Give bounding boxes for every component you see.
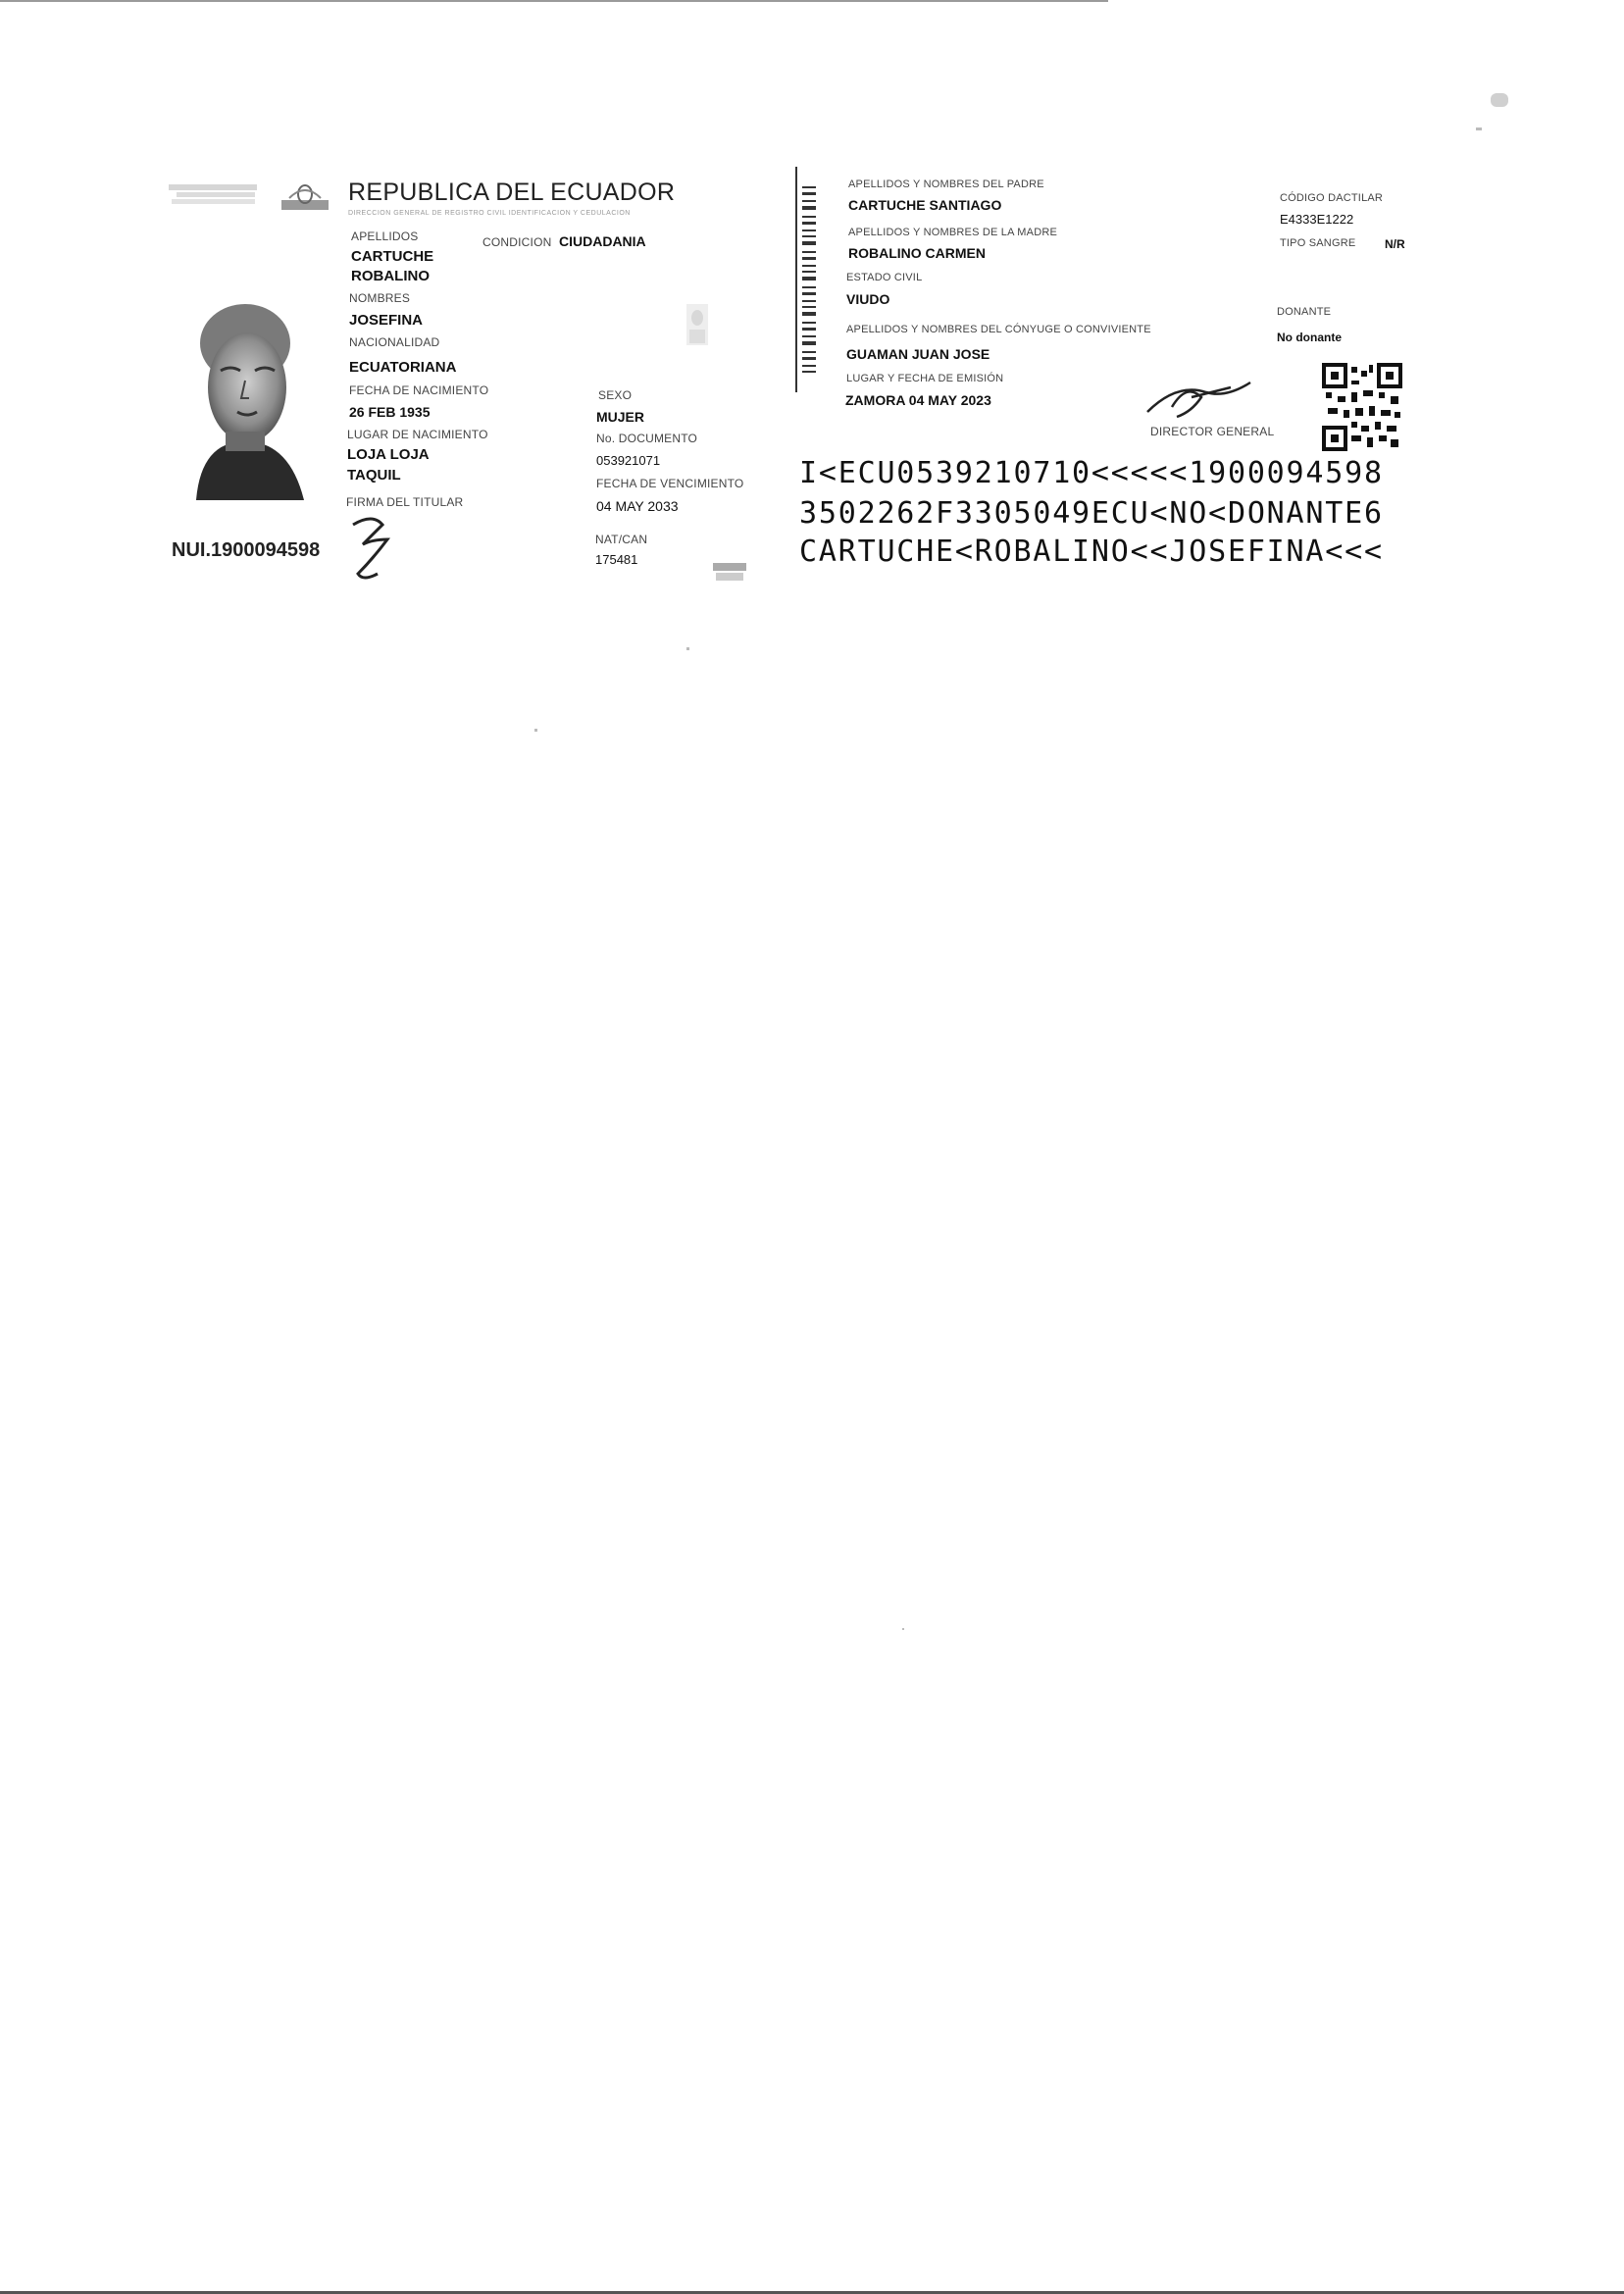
portrait-photo [167,294,324,500]
nombres-value: JOSEFINA [349,312,424,329]
fecha-vencimiento-label: FECHA DE VENCIMIENTO [596,477,744,490]
scan-speckle [686,647,689,650]
lugar-nacimiento-label: LUGAR DE NACIMIENTO [347,428,488,441]
director-signature [1142,368,1260,427]
faded-logo-icon [167,177,265,216]
apellido-2: ROBALINO [351,268,430,284]
donante-value: No donante [1277,331,1342,344]
sexo-label: SEXO [598,388,633,402]
tipo-sangre-label: TIPO SANGRE [1280,237,1356,249]
ghost-image-icon [685,302,710,347]
scan-speckle [1491,93,1508,107]
donante-label: DONANTE [1277,306,1332,318]
padre-label: APELLIDOS Y NOMBRES DEL PADRE [848,178,1044,190]
conyuge-value: GUAMAN JUAN JOSE [846,346,990,362]
mrz-line-2: 3502262F3305049ECU<NO<DONANTE6 [799,496,1384,531]
hologram-icon [711,559,750,585]
vertical-barcode [794,167,818,392]
condicion-value: CIUDADANIA [559,233,646,249]
condicion-label: CONDICION [482,235,552,249]
madre-label: APELLIDOS Y NOMBRES DE LA MADRE [848,227,1058,238]
codigo-dactilar-label: CÓDIGO DACTILAR [1280,192,1384,204]
signature-scribble [343,510,402,588]
nat-can-label: NAT/CAN [595,533,648,546]
estado-civil-value: VIUDO [846,291,890,307]
fecha-vencimiento-value: 04 MAY 2033 [596,498,679,514]
nacionalidad-value: ECUATORIANA [349,359,457,376]
nombres-label: NOMBRES [349,291,411,305]
no-documento-value: 053921071 [596,453,661,468]
director-general-label: DIRECTOR GENERAL [1150,425,1275,438]
padre-value: CARTUCHE SANTIAGO [848,197,1002,213]
id-card-back [785,157,1442,598]
card-subtitle: DIRECCION GENERAL DE REGISTRO CIVIL IDENTIFICACION Y CEDULACION [348,210,631,217]
coat-of-arms-icon [279,180,330,214]
firma-label: FIRMA DEL TITULAR [346,495,464,509]
lugar-nacimiento-value-2: TAQUIL [347,467,401,484]
fecha-nacimiento-label: FECHA DE NACIMIENTO [349,383,489,397]
nacionalidad-label: NACIONALIDAD [349,335,440,349]
lugar-emision-label: LUGAR Y FECHA DE EMISIÓN [846,373,1004,384]
lugar-nacimiento-value-1: LOJA LOJA [347,446,430,463]
nat-can-value: 175481 [595,552,638,567]
page-top-edge [0,0,1108,2]
apellidos-label: APELLIDOS [351,229,419,243]
tipo-sangre-value: N/R [1385,237,1405,251]
conyuge-label: APELLIDOS Y NOMBRES DEL CÓNYUGE O CONVIVIENTE [846,324,1151,335]
scan-speckle [1476,127,1482,130]
fecha-nacimiento-value: 26 FEB 1935 [349,404,431,420]
scan-speckle [534,729,537,732]
scan-speckle [902,1628,904,1630]
card-title: REPUBLICA DEL ECUADOR [348,178,676,206]
id-card-front [167,157,770,598]
codigo-dactilar-value: E4333E1222 [1280,212,1354,227]
apellido-1: CARTUCHE [351,248,434,265]
lugar-emision-value: ZAMORA 04 MAY 2023 [845,392,991,408]
nui-number: NUI.1900094598 [172,539,321,561]
sexo-value: MUJER [596,409,645,425]
no-documento-label: No. DOCUMENTO [596,432,698,445]
qr-code [1322,363,1402,451]
mrz-line-1: I<ECU0539210710<<<<<1900094598 [799,456,1384,490]
estado-civil-label: ESTADO CIVIL [846,272,923,283]
madre-value: ROBALINO CARMEN [848,245,986,261]
mrz-line-3: CARTUCHE<ROBALINO<<JOSEFINA<<< [799,535,1384,569]
